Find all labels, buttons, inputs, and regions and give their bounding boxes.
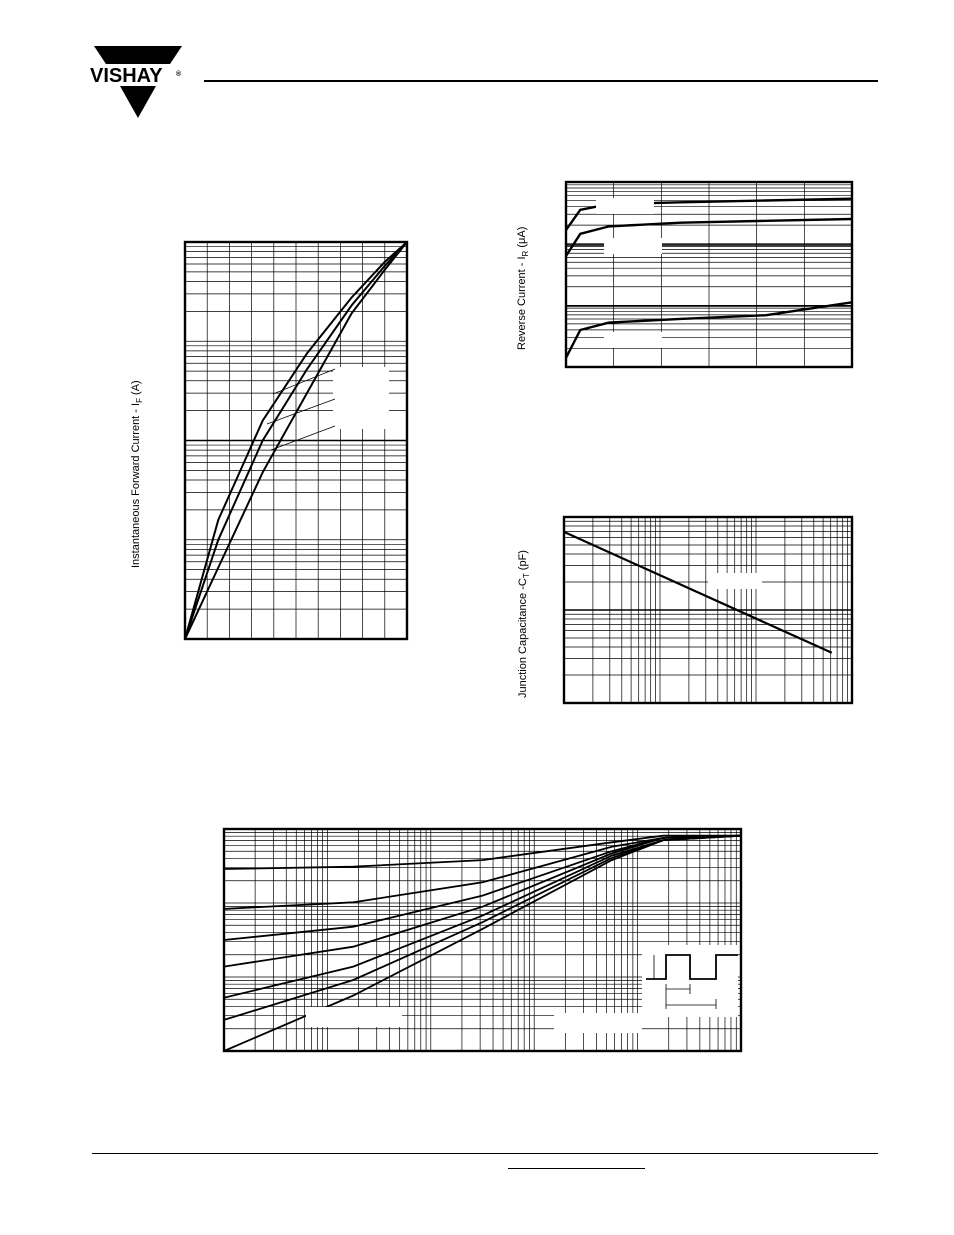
axis-note-box-right <box>554 1013 642 1033</box>
series-line-2 <box>224 836 741 909</box>
header-rule <box>204 80 878 82</box>
junction-capacitance-chart <box>564 517 852 703</box>
footer-link-underline <box>508 1168 645 1169</box>
legend-leader-3 <box>271 426 335 450</box>
forward-current-ylabel: Instantaneous Forward Current - $I_F$ (A) <box>130 380 145 568</box>
forward-current-chart <box>185 242 407 639</box>
footer-rule <box>92 1153 878 1154</box>
curve-label-box <box>708 573 762 589</box>
reverse-current-chart <box>566 182 852 367</box>
curve-label-box-2 <box>604 238 662 254</box>
thermal-impedance-chart <box>224 829 741 1051</box>
curve-label-box-1 <box>596 198 654 214</box>
legend-box <box>333 367 389 429</box>
series-line-1 <box>564 532 832 653</box>
curve-label-box-3 <box>604 332 662 348</box>
junction-capacitance-ylabel: Junction Capacitance $-C_T$ (pF) <box>517 550 532 698</box>
vishay-logo-text: VISHAY <box>90 65 163 87</box>
reverse-current-ylabel: Reverse Current - $I_R$ (μA) <box>516 226 531 350</box>
registered-mark: ® <box>176 71 182 78</box>
axis-note-box-left <box>306 1007 402 1027</box>
vishay-logo <box>86 40 206 125</box>
